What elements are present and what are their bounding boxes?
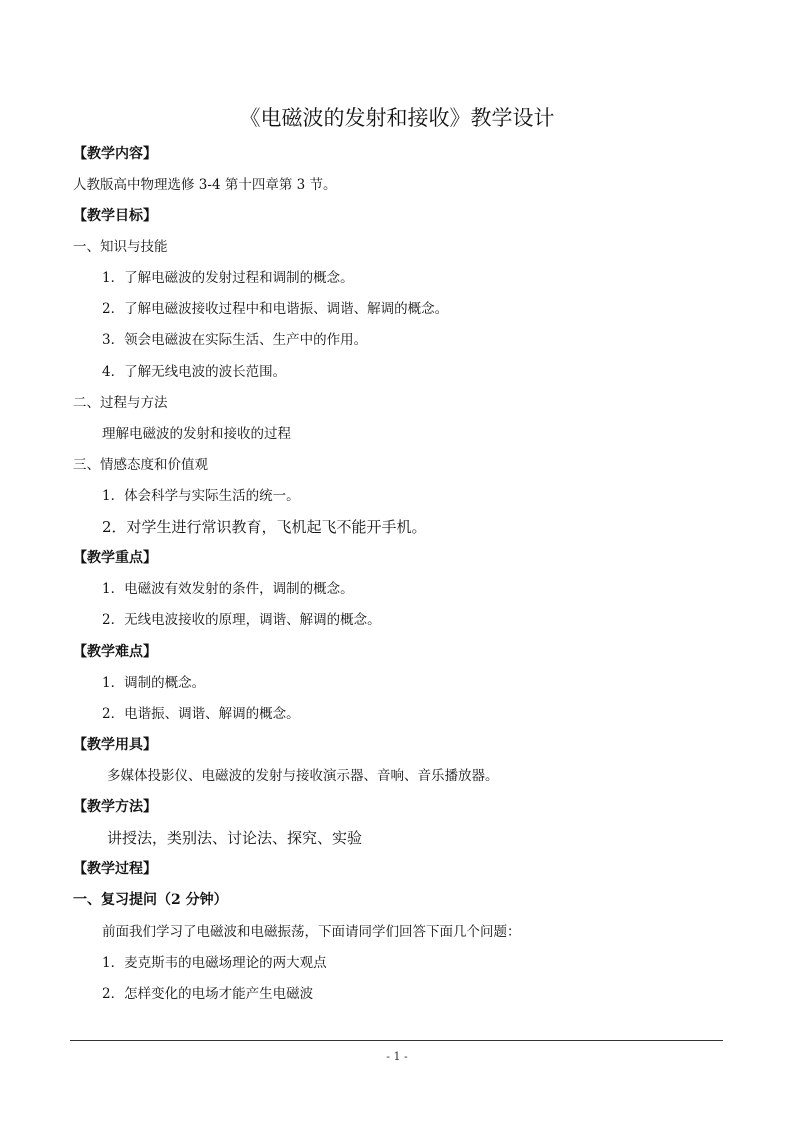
tools-text: 多媒体投影仪、电磁波的发射与接收演示器、音响、音乐播放器。: [107, 768, 499, 784]
subheading-process: 二、过程与方法: [73, 395, 168, 411]
section-heading-objectives: 【教学目标】: [73, 208, 157, 224]
list-item: 1．麦克斯韦的电磁场理论的两大观点: [102, 955, 327, 971]
footer-divider: [70, 1040, 723, 1041]
subheading-attitude: 三、情感态度和价值观: [73, 457, 208, 473]
list-item: 1．体会科学与实际生活的统一。: [102, 488, 300, 504]
list-item: 1．了解电磁波的发射过程和调制的概念。: [102, 270, 354, 286]
document-title: 《电磁波的发射和接收》教学设计: [239, 106, 555, 130]
section-heading-methods: 【教学方法】: [73, 799, 157, 815]
subheading-knowledge: 一、知识与技能: [73, 239, 168, 255]
list-item: 2．怎样变化的电场才能产生电磁波: [102, 986, 314, 1002]
section-heading-tools: 【教学用具】: [73, 737, 157, 753]
list-item: 2．无线电波接收的原理，调谐、解调的概念。: [102, 612, 381, 628]
section-heading-difficulties: 【教学难点】: [73, 644, 157, 660]
paragraph-text: 前面我们学习了电磁波和电磁振荡，下面请同学们回答下面几个问题：: [102, 924, 521, 940]
page-number: - 1 -: [386, 1050, 408, 1063]
section-heading-content: 【教学内容】: [73, 146, 157, 162]
list-item: 1．电磁波有效发射的条件，调制的概念。: [102, 581, 354, 597]
list-item: 理解电磁波的发射和接收的过程: [102, 426, 291, 442]
subheading-review: 一、复习提问（2 分钟）: [73, 892, 228, 908]
list-item: 3．领会电磁波在实际生活、生产中的作用。: [102, 332, 368, 348]
list-item: 1．调制的概念。: [102, 675, 206, 691]
content-text: 人教版高中物理选修 3-4 第十四章第 3 节。: [73, 177, 337, 193]
list-item: 2．电谐振、调谐、解调的概念。: [102, 706, 300, 722]
section-heading-process: 【教学过程】: [73, 861, 157, 877]
list-item: 4．了解无线电波的波长范围。: [102, 364, 287, 380]
methods-text: 讲授法，类别法、讨论法、探究、实验: [107, 829, 363, 847]
list-item: 2．对学生进行常识教育，飞机起飞不能开手机。: [102, 518, 427, 536]
section-heading-key-points: 【教学重点】: [73, 550, 157, 566]
list-item: 2．了解电磁波接收过程中和电谐振、调谐、解调的概念。: [102, 301, 449, 317]
